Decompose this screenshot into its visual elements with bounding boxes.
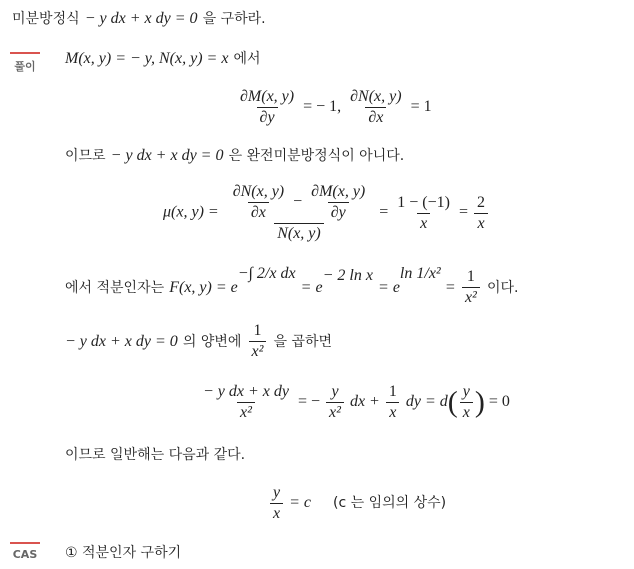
step6-frac-den: x² [249,341,267,361]
step7-t1: dx + [349,393,380,411]
solution-tag-bar [10,52,40,54]
partial-n-num: ∂N(x, y) [350,88,402,105]
step3-prefix: 이므로 [65,148,106,164]
inner-num-1: ∂N(x, y) [232,183,285,200]
cas-tag-bar [10,542,40,544]
step7-frac-1-num: − y dx + x dy [203,383,289,400]
mu-frac-2-num: 1 − (−1) [397,193,450,211]
mu-frac-2 [394,194,453,233]
step7-t2: dy = d [405,393,448,411]
step1-equation: M(x, y) = − y, N(x, y) = x [65,50,229,67]
mu-frac-3 [474,194,488,233]
step3-equation: − y dx + x dy = 0 [110,147,224,164]
mu-frac-3-den: x [474,213,487,233]
problem-equation: − y dx + x dy = 0 [84,10,198,27]
step5-prefix: 에서 적분인자는 [65,280,165,296]
mu-main-den: N(x, y) [274,223,324,243]
step8: 이므로 일반해는 다음과 같다. [65,447,246,463]
step5-suffix: 이다. [486,280,519,296]
step9-eq: = c [289,494,312,512]
inner-frac-1 [230,183,287,222]
mu-eq1: = [379,203,389,221]
step7-frac-2-den: x² [326,402,344,422]
step6-text2: 을 곱하면 [273,334,333,350]
step7-frac-1 [200,383,292,422]
step4 [163,183,490,243]
step5-lhs: F(x, y) = e [169,279,238,296]
partial-m-num: ∂M(x, y) [240,88,295,105]
inner-frac-2 [308,183,368,222]
problem-statement [12,8,266,28]
step2-val2: = 1 [410,98,432,116]
partial-n-x [347,88,404,127]
step7-frac-4-num: y [462,383,470,400]
problem-suffix: 을 구하라. [202,11,266,27]
step7-frac-3-num: 1 [388,383,397,400]
step7 [198,383,510,422]
step7-frac-3-den: x [386,402,399,422]
partial-n-den: ∂x [365,107,386,127]
mu-frac-3-num: 2 [477,193,486,211]
step7-frac-2 [326,383,344,422]
mu-eq2: = [458,203,469,221]
step5-frac-num: 1 [466,268,475,285]
step6 [65,322,332,361]
step5-exp3: ln 1/x² [399,264,441,282]
step9-note: (c 는 임의의 상수) [333,495,447,512]
step5-frac-den: x² [462,287,480,307]
step9-frac [270,484,283,523]
step3 [65,145,404,165]
cas-step: ① 적분인자 구하기 [65,545,182,561]
step3-suffix: 은 완전미분방정식이 아니다. [228,148,405,164]
step1 [65,48,261,68]
mu-frac-2-den: x [417,213,430,233]
inner-den-2: ∂y [328,202,349,222]
step2 [235,88,432,127]
step7-frac-1-den: x² [237,402,255,422]
step6-frac [249,322,267,361]
solution-tag [10,52,40,74]
step5-eq: = [445,279,455,296]
step6-frac-num: 1 [253,322,262,339]
step7-frac-3 [386,383,400,422]
step2-val1: = − 1, [303,98,342,116]
inner-den-1: ∂x [248,202,269,222]
step6-text1: 의 양변에 [182,334,242,350]
step5-exp1: −∫ 2/x dx [237,264,296,282]
inner-num-2: ∂M(x, y) [311,183,366,200]
solution-tag-label: 풀이 [14,60,36,73]
problem-prefix: 미분방정식 [12,11,80,27]
cas-tag [10,542,40,561]
step7-frac-2-num: y [331,383,339,400]
inner-minus: − [293,193,303,211]
step7-rparen: ) [474,385,485,419]
partial-m-y [237,88,297,127]
step5-mid2: = e [378,279,400,296]
mu-main-fraction [225,183,374,243]
step9 [268,484,446,523]
step1-text: 에서 [233,51,261,67]
step7-frac-4-den: x [460,402,473,422]
step9-frac-den: x [270,503,283,523]
step9-frac-num: y [273,484,281,501]
step7-frac-4 [460,383,473,422]
partial-m-den: ∂y [257,107,278,127]
step7-eq1: = − [298,393,321,411]
step7-lparen: ( [447,385,458,419]
step5-mid: = e [300,279,323,296]
step6-equation: − y dx + x dy = 0 [65,333,178,350]
cas-tag-label: CAS [12,548,38,561]
step7-t3: = 0 [488,393,510,411]
mu-main-num [225,183,374,223]
step5-frac [462,268,480,307]
mu-lhs: μ(x, y) = [163,203,219,221]
step5 [65,264,519,307]
step5-exp2: − 2 ln x [322,266,373,284]
